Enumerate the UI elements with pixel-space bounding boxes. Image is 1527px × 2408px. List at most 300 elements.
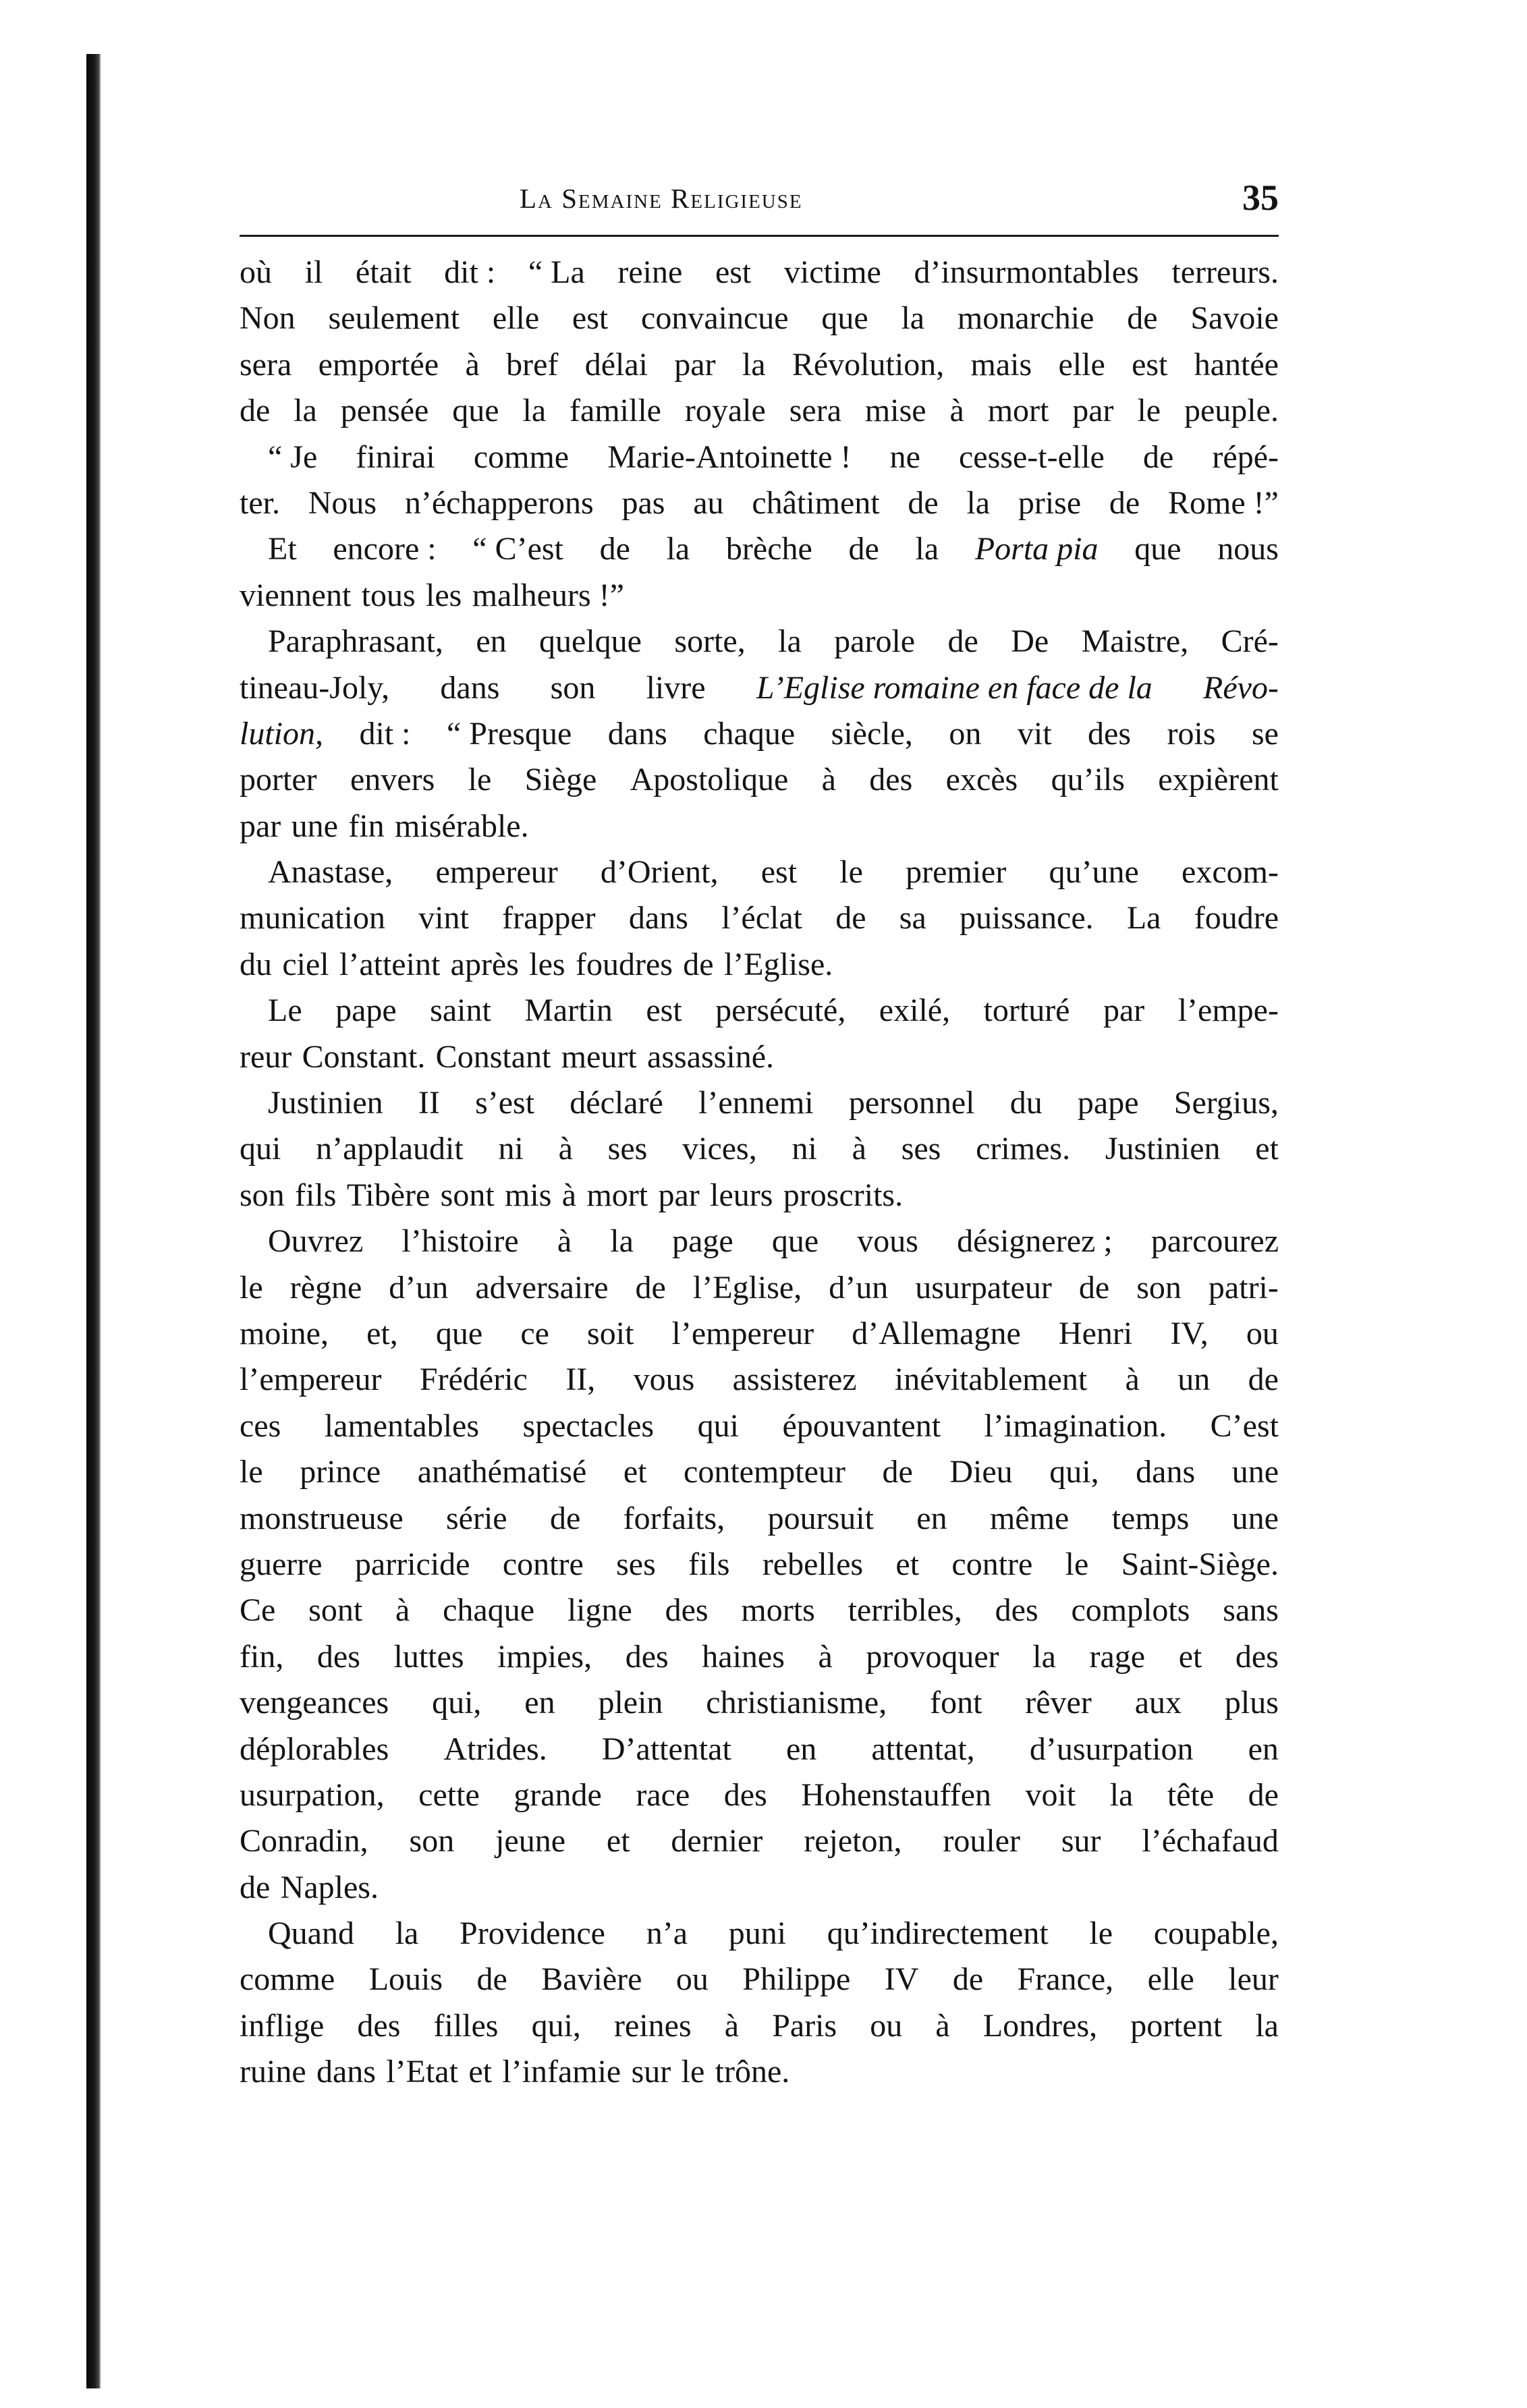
word: et, xyxy=(366,1315,398,1351)
word: Marie-Antoinette ! xyxy=(607,439,852,475)
word: page xyxy=(672,1223,733,1260)
word: l’imagination. xyxy=(984,1407,1167,1444)
word: qui xyxy=(697,1407,739,1444)
word: son xyxy=(1136,1269,1182,1306)
word: ou xyxy=(870,2007,903,2044)
word: Bavière xyxy=(541,1961,642,1998)
word: Ce xyxy=(240,1592,276,1629)
word: font xyxy=(930,1685,982,1721)
word: monstrueuse xyxy=(240,1500,404,1536)
word: royale xyxy=(684,393,766,429)
word: ces xyxy=(240,1407,281,1444)
word: n’a xyxy=(646,1915,688,1952)
word: de xyxy=(240,1869,271,1905)
word: son xyxy=(550,669,596,706)
word: qu’une xyxy=(1049,854,1139,891)
text-line xyxy=(240,1173,1279,1219)
word: II, xyxy=(565,1362,596,1398)
word: et xyxy=(468,2054,492,2090)
word: Révo- xyxy=(1203,669,1279,706)
word: persécuté, xyxy=(715,992,846,1029)
word: Paraphrasant, xyxy=(268,623,443,660)
word: à xyxy=(465,346,480,383)
word: Non xyxy=(240,300,296,337)
word: l’histoire xyxy=(401,1223,519,1260)
word: en xyxy=(785,1731,817,1767)
word: à xyxy=(935,2007,950,2044)
word: des xyxy=(869,762,913,798)
word: sont xyxy=(308,1592,363,1629)
word: porter xyxy=(240,762,317,798)
word: à xyxy=(557,1223,572,1260)
word: ruine xyxy=(240,2054,306,2090)
word: Maistre, xyxy=(1081,623,1189,660)
text-line xyxy=(240,1357,1279,1403)
word: n’échapperons xyxy=(404,484,594,521)
word: patri- xyxy=(1208,1269,1279,1306)
word: en xyxy=(476,623,507,660)
word: De xyxy=(1011,623,1049,660)
text-line xyxy=(240,1772,1279,1818)
word: quelque xyxy=(539,623,642,660)
word: Dieu xyxy=(949,1454,1013,1490)
word: qui, xyxy=(531,2007,581,2044)
word: Révolution, xyxy=(792,346,945,383)
word: race xyxy=(636,1776,690,1813)
word: de xyxy=(1248,1776,1279,1813)
word: Savoie xyxy=(1190,300,1279,337)
binding-edge xyxy=(86,54,101,2388)
word: ligne xyxy=(567,1592,632,1629)
word: fin xyxy=(348,808,385,844)
word: dernier xyxy=(671,1823,763,1859)
word: de xyxy=(1109,484,1140,521)
word: répé- xyxy=(1212,439,1279,475)
word: reine xyxy=(617,254,683,290)
text-line xyxy=(240,573,1279,619)
word: munication xyxy=(240,900,385,936)
word: guerre xyxy=(240,1546,323,1582)
word: tête xyxy=(1167,1776,1215,1813)
word: rejeton, xyxy=(804,1823,902,1859)
word: à xyxy=(949,393,964,429)
word: expièrent xyxy=(1158,762,1279,798)
text-line xyxy=(240,526,1279,572)
word: Louis xyxy=(368,1961,443,1998)
word: à xyxy=(852,1131,866,1167)
word: l’Eglise, xyxy=(692,1269,802,1306)
word: épouvantent xyxy=(782,1407,941,1444)
text-line xyxy=(240,619,1279,665)
word: la xyxy=(1032,1638,1056,1675)
word: et xyxy=(1178,1638,1202,1675)
text-line xyxy=(240,1219,1279,1264)
word: La xyxy=(1126,900,1161,936)
word: leurs xyxy=(710,1177,773,1213)
word: l’échafaud xyxy=(1142,1823,1279,1859)
word: victime xyxy=(783,254,881,290)
word: luttes xyxy=(393,1638,464,1675)
word: parole xyxy=(834,623,916,660)
word: convaincue xyxy=(641,300,789,337)
word: sorte, xyxy=(674,623,746,660)
word: qui, xyxy=(1049,1454,1099,1490)
word: le xyxy=(468,762,492,798)
word: d’usurpation xyxy=(1029,1731,1194,1767)
word: reur xyxy=(240,1038,292,1075)
word: saint xyxy=(430,992,491,1029)
word: déplorables xyxy=(240,1731,389,1767)
word: de xyxy=(1248,1362,1279,1398)
text-line xyxy=(240,1911,1279,1957)
word: provoquer xyxy=(866,1638,999,1675)
word: spectacles xyxy=(522,1407,655,1444)
word: qui xyxy=(240,1131,281,1167)
word: sont xyxy=(440,1177,495,1213)
word: l’ennemi xyxy=(698,1085,814,1121)
word: prince xyxy=(300,1454,381,1490)
text-line xyxy=(240,988,1279,1034)
word: Naples. xyxy=(280,1869,379,1905)
word: sur xyxy=(1061,1823,1101,1859)
word: “ C’est xyxy=(472,531,563,567)
word: par xyxy=(1072,393,1114,429)
word: son xyxy=(240,1177,285,1213)
word: qu’indirectement xyxy=(827,1915,1049,1952)
word: Londres, xyxy=(982,2007,1098,2044)
word: Providence xyxy=(460,1915,605,1952)
word: de xyxy=(683,946,714,982)
word: la xyxy=(742,346,766,383)
word: coupable, xyxy=(1153,1915,1279,1952)
word: de xyxy=(240,393,271,429)
word: pape xyxy=(1077,1085,1139,1121)
word: ce xyxy=(520,1315,549,1351)
word: mort xyxy=(586,1177,648,1213)
word: règne xyxy=(289,1269,362,1306)
word: où xyxy=(240,254,272,290)
word: Frédéric xyxy=(419,1362,528,1398)
word: anathématisé xyxy=(417,1454,587,1490)
word: un xyxy=(1177,1362,1211,1398)
word: Sergius, xyxy=(1173,1085,1279,1121)
word: comme xyxy=(473,439,570,475)
word: est xyxy=(760,854,798,891)
word: impies, xyxy=(497,1638,592,1675)
text-line xyxy=(240,1311,1279,1357)
word: on xyxy=(949,715,982,752)
text-line xyxy=(240,849,1279,895)
word: du xyxy=(1009,1085,1043,1121)
word: meurt xyxy=(561,1038,637,1075)
word: Nous xyxy=(308,484,377,521)
word: l’empe- xyxy=(1177,992,1279,1029)
word: Anastase, xyxy=(268,854,393,891)
word: la xyxy=(666,531,690,567)
word: à xyxy=(395,1592,410,1629)
word: inflige xyxy=(240,2007,325,2044)
word: est xyxy=(1132,346,1168,383)
word: de xyxy=(476,1961,507,1998)
word: mise xyxy=(864,393,926,429)
word: le xyxy=(1137,393,1161,429)
text-line xyxy=(240,1634,1279,1680)
word: IV xyxy=(884,1961,919,1998)
word: à xyxy=(561,1177,577,1213)
word: de xyxy=(635,1269,666,1306)
word: série xyxy=(445,1500,507,1536)
word: l’éclat xyxy=(721,900,803,936)
word: l’empereur xyxy=(671,1315,814,1351)
word: à xyxy=(558,1131,573,1167)
word: des xyxy=(723,1776,767,1813)
word: excès xyxy=(945,762,1018,798)
word: puni xyxy=(728,1915,787,1952)
word: premier xyxy=(906,854,1007,891)
word: par xyxy=(240,808,281,844)
word: terribles, xyxy=(848,1592,962,1629)
word: foudre xyxy=(1194,900,1279,936)
word: d’insurmontables xyxy=(914,254,1139,290)
word: de xyxy=(947,623,978,660)
word: parricide xyxy=(354,1546,470,1582)
word: d’un xyxy=(389,1269,449,1306)
word: de xyxy=(1142,439,1174,475)
word: en xyxy=(1248,1731,1279,1767)
word: Et xyxy=(268,531,297,567)
word: sera xyxy=(789,393,841,429)
word: après xyxy=(450,946,519,982)
word: et xyxy=(1255,1131,1279,1167)
word: la xyxy=(1255,2007,1279,2044)
word: vengeances xyxy=(240,1685,389,1721)
word: siècle, xyxy=(831,715,913,752)
word: de xyxy=(908,484,939,521)
word: qui, xyxy=(432,1685,482,1721)
word: est xyxy=(715,254,752,290)
word: rouler xyxy=(943,1823,1020,1859)
word: emportée xyxy=(318,346,439,383)
word: Martin xyxy=(524,992,613,1029)
word: pas xyxy=(621,484,665,521)
word: cesse-t-elle xyxy=(959,439,1105,475)
word: contre xyxy=(502,1546,584,1582)
word: malheurs !” xyxy=(472,577,624,613)
word: torturé xyxy=(983,992,1070,1029)
text-line xyxy=(240,1449,1279,1495)
word: ni xyxy=(498,1131,524,1167)
word: le xyxy=(1089,1915,1113,1952)
word: Apostolique xyxy=(630,762,789,798)
word: Justinien xyxy=(268,1085,383,1121)
word: comme xyxy=(240,1961,335,1998)
word: bref xyxy=(506,346,559,383)
text-line xyxy=(240,1080,1279,1126)
text-line xyxy=(240,342,1279,388)
word: foudres xyxy=(575,946,673,982)
word: et xyxy=(606,1823,630,1859)
running-title: La Semaine Religieuse xyxy=(520,183,803,214)
word: Philippe xyxy=(742,1961,851,1998)
word: dans xyxy=(607,715,667,752)
word: IV, xyxy=(1170,1315,1209,1351)
text-line xyxy=(240,1542,1279,1588)
word: ciel xyxy=(282,946,329,982)
word: que xyxy=(1134,531,1182,567)
word: rebelles xyxy=(762,1546,864,1582)
word: dans xyxy=(316,2054,376,2090)
word: à xyxy=(818,1638,833,1675)
text-line xyxy=(240,1496,1279,1542)
word: que xyxy=(771,1223,819,1260)
text-line xyxy=(240,480,1279,526)
word: à xyxy=(1125,1362,1140,1398)
word: ou xyxy=(1246,1315,1279,1351)
word: vous xyxy=(633,1362,695,1398)
word: la xyxy=(901,300,925,337)
word: de xyxy=(599,531,630,567)
word: morts xyxy=(741,1592,815,1629)
word: encore : xyxy=(333,531,437,567)
text-line xyxy=(240,296,1279,341)
word: plus xyxy=(1224,1685,1279,1721)
word: haines xyxy=(702,1638,785,1675)
word: vices, xyxy=(682,1131,757,1167)
word: sa xyxy=(899,900,926,936)
word: d’Allemagne xyxy=(852,1315,1021,1351)
word: livre xyxy=(646,669,706,706)
word: désignerez ; xyxy=(957,1223,1113,1260)
word: le xyxy=(240,1269,263,1306)
word: de xyxy=(848,531,879,567)
word: C’est xyxy=(1210,1407,1279,1444)
word: ne xyxy=(889,439,920,475)
word: est xyxy=(646,992,682,1029)
word: elle xyxy=(492,300,540,337)
word: moine, xyxy=(240,1315,329,1351)
word: crimes. xyxy=(976,1131,1071,1167)
word: usurpation, xyxy=(240,1776,385,1813)
word: ter. xyxy=(240,484,280,521)
word: au xyxy=(693,484,724,521)
word: à xyxy=(821,762,836,798)
word: poursuit xyxy=(767,1500,874,1536)
text-line xyxy=(240,1818,1279,1864)
word: contempteur xyxy=(684,1454,845,1490)
word: reines xyxy=(614,2007,692,2044)
word: assassiné. xyxy=(647,1038,774,1075)
word: tineau-Joly, xyxy=(240,669,390,706)
word: fils xyxy=(295,1177,337,1213)
word: “ Je xyxy=(268,439,318,475)
word: frapper xyxy=(502,900,596,936)
word: dans xyxy=(1136,1454,1196,1490)
word: viennent xyxy=(240,577,352,613)
word: dit : xyxy=(444,254,496,290)
word: l’empereur xyxy=(240,1362,382,1398)
word: même xyxy=(989,1500,1070,1536)
word: grande xyxy=(513,1776,602,1813)
word: ses xyxy=(901,1131,941,1167)
text-line xyxy=(240,1126,1279,1172)
word: Paris xyxy=(772,2007,837,2044)
word: christianisme, xyxy=(706,1685,887,1721)
word: monarchie xyxy=(957,300,1094,337)
text-line xyxy=(240,1727,1279,1772)
word: Le xyxy=(268,992,302,1029)
word: la xyxy=(778,623,802,660)
word: dans xyxy=(440,669,500,706)
word: la xyxy=(966,484,991,521)
word: complots xyxy=(1071,1592,1190,1629)
word: fin, xyxy=(240,1638,284,1675)
word: Porta pia xyxy=(974,531,1099,567)
word: ses xyxy=(616,1546,656,1582)
header-rule xyxy=(240,235,1279,237)
word: des xyxy=(665,1592,709,1629)
word: de xyxy=(549,1500,581,1536)
word: n’applaudit xyxy=(316,1131,464,1167)
word: jeune xyxy=(495,1823,566,1859)
word: le xyxy=(681,2054,705,2090)
page-number: 35 xyxy=(1242,177,1279,218)
word: Constant xyxy=(435,1038,551,1075)
word: pape xyxy=(335,992,397,1029)
word: il xyxy=(304,254,323,290)
text-line xyxy=(240,942,1279,988)
word: vous xyxy=(857,1223,918,1260)
text-line xyxy=(240,2003,1279,2049)
word: par xyxy=(1103,992,1145,1029)
word: rage xyxy=(1089,1638,1146,1675)
word: une xyxy=(291,808,338,844)
word: forfaits, xyxy=(623,1500,725,1536)
word: que xyxy=(435,1315,483,1351)
word: déclaré xyxy=(570,1085,663,1121)
text-line xyxy=(240,388,1279,434)
word: la xyxy=(522,393,547,429)
word: Saint-Siège. xyxy=(1121,1546,1279,1582)
word: des xyxy=(316,1638,360,1675)
word: Conradin, xyxy=(240,1823,368,1859)
word: D’attentat xyxy=(601,1731,731,1767)
word: des xyxy=(1088,715,1132,752)
word: France, xyxy=(1017,1961,1114,1998)
word: parcourez xyxy=(1150,1223,1279,1260)
word: l’Etat xyxy=(386,2054,458,2090)
word: rêver xyxy=(1025,1685,1092,1721)
word: de xyxy=(835,900,866,936)
word: aux xyxy=(1134,1685,1182,1721)
word: Cré- xyxy=(1221,623,1279,660)
word: chaque xyxy=(703,715,796,752)
word: puissance. xyxy=(960,900,1094,936)
word: finirai xyxy=(356,439,435,475)
word: misérable. xyxy=(395,808,529,844)
word: sur xyxy=(631,2054,671,2090)
word: usurpateur xyxy=(915,1269,1052,1306)
word: prise xyxy=(1018,484,1082,521)
word: dit : xyxy=(359,715,411,752)
word: adversaire xyxy=(475,1269,609,1306)
word: II xyxy=(418,1085,440,1121)
word: à xyxy=(724,2007,740,2044)
word: elle xyxy=(1147,1961,1194,1998)
word: par xyxy=(674,346,716,383)
word: la xyxy=(294,393,317,429)
word: attentat, xyxy=(871,1731,975,1767)
word: pensée xyxy=(340,393,429,429)
